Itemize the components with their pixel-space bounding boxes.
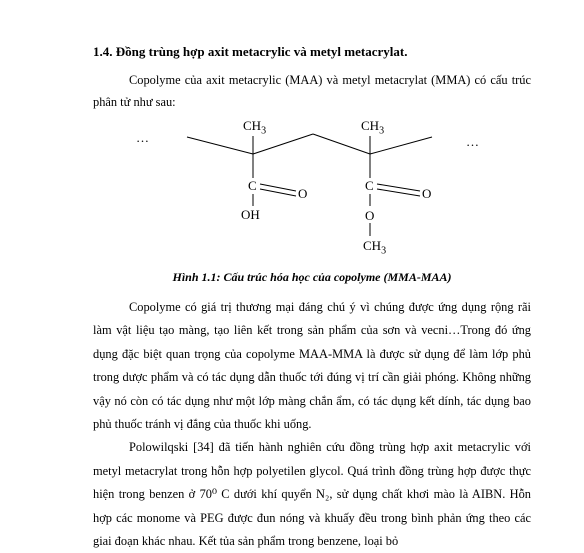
ester-oxygen-label: O: [365, 208, 375, 223]
methoxy-methyl-label: $CH_3$: [363, 238, 387, 257]
ellipsis-left: …: [136, 130, 149, 145]
carbonyl-carbon-label-1: C: [248, 178, 257, 193]
carbonyl-carbon-label-2: C: [365, 178, 374, 193]
paragraph-applications: Copolyme có giá trị thương mại đáng chú ý vì chúng được ứng dụng rộng rãi làm vật liệu tạo màng, tạo liên kết trong sản phẩm của sơn và vecni…Trong đó ứng dụng đặc biệt quan trọng của copolyme MAA-MMA là được sử dụng để làm lớp phủ trong dược phẩm và có tác dụng dẫn thuốc tới đúng vị trí cần giải phóng. Không những vậy nó còn có tác dụng như một lớp màng chắn ẩm, có tác dụng kết dính, tác dụng bao phủ thuốc tránh vị đắng của thuốc khi uống.: [93, 300, 531, 432]
ellipsis-right: …: [466, 134, 479, 149]
hydroxyl-label: OH: [241, 207, 260, 222]
paragraph-polowilqski: Polowilqski [34] đã tiến hành nghiên cứu đồng trùng hợp axit metacrylic với metyl metacrylat trong hỗn hợp polyetilen glycol. Quá trình đồng trùng hợp được thực hiện trong benzen ở 70⁰ C dưới khí quyển N₂, sử dụng chất khơi mào là AIBN. Hỗn hợp các monome và PEG được đun nóng và khuấy đều trong bình phản ứng theo các giai đoạn khác nhau. Kết tủa sản phẩm trong benzene, loại bỏ: [93, 440, 531, 549]
section-heading: 1.4. Đồng trùng hợp axit metacrylic và metyl metacrylat.: [93, 44, 408, 59]
carbonyl-oxygen-label-1: O: [298, 186, 308, 201]
body-text: [93, 296, 531, 553]
figure-caption: Hình 1.1: Cấu trúc hóa học của copolyme (MMA-MAA): [172, 270, 452, 284]
carbonyl-oxygen-label-2: O: [422, 186, 432, 201]
structure-bonds: [0, 112, 584, 262]
copolymer-structure-figure: [0, 112, 584, 262]
intro-paragraph: Copolyme của axit metacrylic (MAA) và metyl metacrylat (MMA) có cấu trúc phân tử như sau:: [93, 73, 531, 109]
methyl-label-2: $CH_3$: [361, 118, 385, 137]
methyl-label-1: $CH_3$: [243, 118, 267, 137]
